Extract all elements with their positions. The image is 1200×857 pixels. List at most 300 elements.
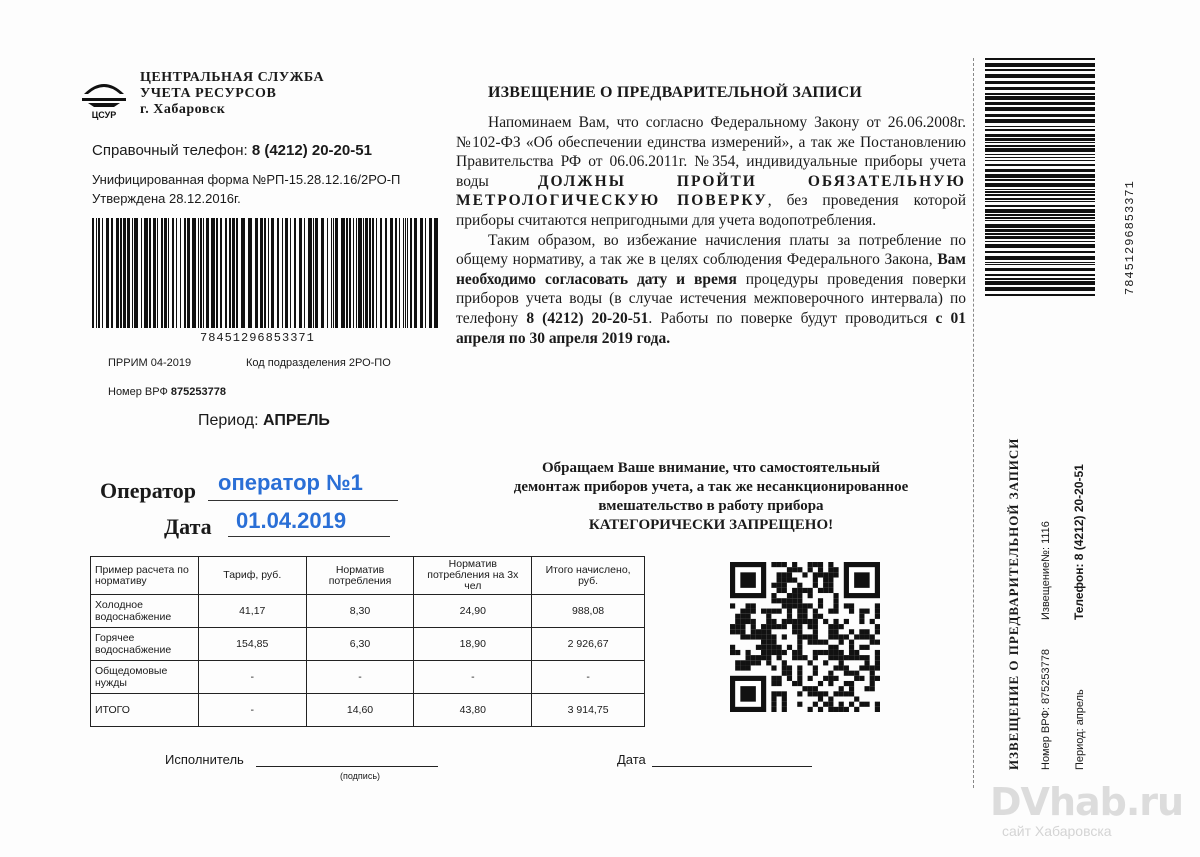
barcode-bar [198, 218, 199, 328]
table-cell: 154,85 [198, 628, 306, 661]
qr-module [859, 614, 864, 619]
qr-module [787, 609, 792, 614]
table-header: Тариф, руб. [198, 557, 306, 595]
qr-module [813, 634, 818, 639]
qr-module [823, 583, 828, 588]
qr-module [761, 624, 766, 629]
qr-module [761, 609, 766, 614]
date-value: 01.04.2019 [236, 508, 347, 533]
table-cell: Горячее водоснабжение [91, 628, 199, 661]
qr-module [735, 660, 740, 665]
qr-module [782, 650, 787, 655]
qr-module [787, 671, 792, 676]
barcode-bar [420, 218, 423, 328]
barcode-bar [985, 58, 1095, 60]
barcode-bar [985, 205, 1095, 207]
table-cell: Общедомовые нужды [91, 661, 199, 694]
table-row [91, 628, 645, 661]
qr-module [875, 609, 880, 614]
qr-module [818, 681, 823, 686]
qr-module [761, 629, 766, 634]
barcode-bar [985, 93, 1095, 95]
table-cell: - [306, 661, 414, 694]
barcode-bar [92, 218, 94, 328]
qr-module [787, 598, 792, 603]
qr-module [746, 614, 751, 619]
barcode-bar [985, 268, 1095, 271]
barcode-bar [985, 220, 1095, 221]
qr-module [787, 567, 792, 572]
qr-module [875, 655, 880, 660]
table-row [91, 694, 645, 727]
qr-module [740, 660, 745, 665]
qr-module [818, 588, 823, 593]
qr-module [797, 634, 802, 639]
barcode-bar [176, 218, 177, 328]
qr-module [813, 578, 818, 583]
vrf-number [108, 386, 226, 398]
qr-module [813, 655, 818, 660]
qr-module [875, 676, 880, 681]
watermark-sub: сайт Хабаровска [1002, 823, 1112, 839]
qr-module [828, 562, 833, 567]
barcode-bar [985, 87, 1095, 90]
barcode-bar [403, 218, 404, 328]
qr-code [730, 562, 880, 712]
qr-module [771, 583, 776, 588]
qr-module [833, 598, 838, 603]
qr-module [828, 578, 833, 583]
qr-module [802, 655, 807, 660]
barcode-bar [985, 145, 1095, 147]
qr-module [771, 681, 776, 686]
qr-module [777, 609, 782, 614]
qr-module [792, 567, 797, 572]
qr-module [808, 603, 813, 608]
qr-module [756, 645, 761, 650]
qr-module [854, 634, 859, 639]
qr-module [777, 676, 782, 681]
barcode-bar [211, 218, 215, 328]
warning-line-3: вмешательство в работу прибора [598, 498, 824, 514]
qr-module [808, 686, 813, 691]
qr-finder [740, 686, 756, 702]
qr-module [808, 691, 813, 696]
operator-line [208, 500, 398, 501]
qr-module [751, 629, 756, 634]
qr-module [751, 624, 756, 629]
qr-module [771, 676, 776, 681]
qr-module [844, 655, 849, 660]
qr-module [797, 655, 802, 660]
qr-module [849, 645, 854, 650]
barcode-bar [985, 164, 1095, 166]
qr-module [735, 614, 740, 619]
warning [456, 459, 966, 535]
qr-module [782, 691, 787, 696]
barcode-bar [168, 218, 169, 328]
qr-module [808, 562, 813, 567]
qr-module [875, 614, 880, 619]
barcode-bar [985, 160, 1095, 161]
qr-module [797, 588, 802, 593]
qr-module [746, 603, 751, 608]
qr-module [782, 583, 787, 588]
qr-module [859, 655, 864, 660]
qr-module [849, 650, 854, 655]
help-phone-number: 8 (4212) 20-20-51 [251, 142, 372, 159]
barcode-bar [985, 217, 1095, 219]
qr-module [771, 691, 776, 696]
barcode-bar [123, 218, 126, 328]
notice-caps: ДОЛЖНЫ ПРОЙТИ ОБЯЗАТЕЛЬНУЮ МЕТРОЛОГИЧЕСКУЮ ПОВЕРКУ [456, 172, 966, 210]
qr-module [813, 702, 818, 707]
qr-module [833, 624, 838, 629]
barcode-bar [985, 287, 1095, 291]
qr-module [777, 691, 782, 696]
form-number: Унифицированная форма №РП-15.28.12.16/2РО-П [92, 172, 401, 187]
table-header: Норматив потребления [306, 557, 414, 595]
qr-module [771, 707, 776, 712]
qr-module [854, 696, 859, 701]
qr-module [844, 681, 849, 686]
qr-module [823, 588, 828, 593]
barcode-bar [985, 294, 1095, 296]
barcode-bar [277, 218, 279, 328]
qr-module [870, 681, 875, 686]
table-cell: Холодное водоснабжение [91, 595, 199, 628]
barcode-bar [985, 69, 1095, 71]
barcode-bar [308, 218, 312, 328]
qr-module [797, 614, 802, 619]
qr-module [849, 640, 854, 645]
qr-module [802, 588, 807, 593]
barcode-bar [985, 126, 1095, 127]
qr-module [828, 583, 833, 588]
barcode-bar [285, 218, 288, 328]
qr-module [864, 660, 869, 665]
barcode-bar [229, 218, 231, 328]
qr-module [808, 567, 813, 572]
table-cell: 2 926,67 [532, 628, 645, 661]
barcode-bar [255, 218, 258, 328]
qr-module [740, 619, 745, 624]
qr-module [751, 609, 756, 614]
signature-date-line [652, 766, 812, 767]
table-cell: 3 914,75 [532, 694, 645, 727]
qr-module [854, 655, 859, 660]
barcode-bar [985, 244, 1095, 248]
qr-module [870, 634, 875, 639]
qr-module [818, 650, 823, 655]
qr-module [859, 665, 864, 670]
barcode-bar [132, 218, 133, 328]
barcode-bar [111, 218, 113, 328]
table-header: Пример расчета по нормативу [91, 557, 199, 595]
qr-module [802, 609, 807, 614]
qr-module [797, 629, 802, 634]
qr-module [787, 593, 792, 598]
table-cell: - [532, 661, 645, 694]
qr-finder [740, 572, 756, 588]
qr-module [787, 619, 792, 624]
barcode-bar [985, 209, 1095, 213]
qr-module [875, 629, 880, 634]
qr-module [854, 676, 859, 681]
qr-module [766, 655, 771, 660]
qr-module [792, 624, 797, 629]
qr-module [823, 691, 828, 696]
qr-module [782, 671, 787, 676]
barcode-bar [985, 96, 1095, 100]
qr-module [797, 567, 802, 572]
qr-module [839, 665, 844, 670]
table-cell: 43,80 [414, 694, 532, 727]
qr-module [875, 603, 880, 608]
warning-line-4: КАТЕГОРИЧЕСКИ ЗАПРЕЩЕНО! [588, 517, 834, 533]
qr-module [797, 640, 802, 645]
barcode-bar [260, 218, 263, 328]
qr-module [828, 696, 833, 701]
barcode-bar [380, 218, 382, 328]
qr-module [740, 634, 745, 639]
qr-module [828, 702, 833, 707]
qr-module [864, 665, 869, 670]
barcode-bar [985, 129, 1095, 131]
rate-table [90, 556, 645, 727]
qr-module [787, 676, 792, 681]
qr-module [813, 562, 818, 567]
barcode-bar [985, 198, 1095, 200]
notice-title: ИЗВЕЩЕНИЕ О ПРЕДВАРИТЕЛЬНОЙ ЗАПИСИ [488, 84, 863, 101]
qr-module [730, 650, 735, 655]
barcode-bar [356, 218, 357, 328]
stub-title: ИЗВЕЩЕНИЕ О ПРЕДВАРИТЕЛЬНОЙ ЗАПИСИ [1006, 437, 1021, 770]
barcode-bar [395, 218, 397, 328]
qr-module [797, 676, 802, 681]
qr-module [730, 629, 735, 634]
qr-module [746, 609, 751, 614]
qr-module [782, 707, 787, 712]
table-header-row [91, 557, 645, 595]
qr-module [823, 650, 828, 655]
qr-module [818, 598, 823, 603]
barcode-bar [116, 218, 119, 328]
qr-module [792, 578, 797, 583]
barcode-bar [96, 218, 97, 328]
qr-module [782, 696, 787, 701]
qr-module [864, 645, 869, 650]
csur-logo-icon [80, 72, 128, 120]
barcode-bar [102, 218, 103, 328]
qr-module [771, 593, 776, 598]
barcode-bar [985, 81, 1095, 84]
qr-module [756, 629, 761, 634]
qr-module [782, 624, 787, 629]
qr-module [859, 619, 864, 624]
logo-text: ЦСУР [91, 110, 117, 120]
qr-module [792, 619, 797, 624]
qr-module [740, 629, 745, 634]
qr-module [875, 707, 880, 712]
table-cell: 6,30 [306, 628, 414, 661]
barcode-bar [157, 218, 158, 328]
qr-module [828, 655, 833, 660]
qr-module [782, 660, 787, 665]
qr-module [864, 609, 869, 614]
qr-module [808, 660, 813, 665]
qr-module [797, 624, 802, 629]
barcode-bar [372, 218, 374, 328]
barcode-bar [985, 233, 1095, 235]
operator-label: Оператор [100, 478, 196, 503]
qr-module [823, 676, 828, 681]
qr-module [813, 686, 818, 691]
qr-module [813, 629, 818, 634]
qr-module [828, 609, 833, 614]
barcode-bar [985, 241, 1095, 242]
barcode-bar [985, 114, 1095, 117]
barcode-bar [120, 218, 122, 328]
qr-module [875, 702, 880, 707]
qr-module [839, 707, 844, 712]
qr-module [777, 572, 782, 577]
qr-module [771, 562, 776, 567]
barcode-bar [985, 224, 1095, 228]
barcode-bar [180, 218, 181, 328]
barcode-bar [164, 218, 167, 328]
qr-module [828, 572, 833, 577]
qr-module [823, 702, 828, 707]
qr-module [833, 572, 838, 577]
qr-module [833, 634, 838, 639]
qr-module [777, 562, 782, 567]
qr-module [797, 583, 802, 588]
qr-module [808, 676, 813, 681]
qr-module [746, 660, 751, 665]
qr-module [870, 619, 875, 624]
qr-module [833, 629, 838, 634]
stub-barcode [985, 58, 1095, 298]
qr-module [751, 603, 756, 608]
notice-phone: 8 (4212) 20-20-51 [526, 309, 649, 327]
qr-module [813, 665, 818, 670]
qr-module [844, 691, 849, 696]
qr-module [813, 691, 818, 696]
barcode-bar [985, 107, 1095, 111]
qr-module [792, 681, 797, 686]
qr-module [839, 650, 844, 655]
qr-module [875, 660, 880, 665]
prrim-code: ПРРИМ 04-2019 [108, 357, 192, 369]
table-cell: 14,60 [306, 694, 414, 727]
qr-module [864, 634, 869, 639]
qr-module [792, 562, 797, 567]
barcode-bar [335, 218, 338, 328]
qr-module [859, 609, 864, 614]
qr-module [735, 624, 740, 629]
barcode-bar [144, 218, 148, 328]
barcode-bar [985, 169, 1095, 172]
barcode-bar [236, 218, 238, 328]
qr-module [777, 645, 782, 650]
barcode-bar [985, 189, 1095, 190]
qr-module [777, 598, 782, 603]
qr-module [777, 624, 782, 629]
qr-module [859, 645, 864, 650]
barcode-number: 78451296853371 [200, 331, 315, 345]
qr-module [751, 655, 756, 660]
qr-module [792, 588, 797, 593]
qr-module [839, 655, 844, 660]
qr-module [782, 665, 787, 670]
qr-module [802, 686, 807, 691]
barcode-bar [232, 218, 235, 328]
qr-module [777, 583, 782, 588]
barcode-bar [127, 218, 130, 328]
table-cell: 18,90 [414, 628, 532, 661]
barcode-bar [225, 218, 227, 328]
qr-module [833, 603, 838, 608]
stub-barcode-number: 78451296853371 [1123, 180, 1137, 295]
org-name [140, 70, 324, 118]
qr-module [797, 645, 802, 650]
qr-module [766, 660, 771, 665]
qr-module [808, 593, 813, 598]
qr-module [828, 681, 833, 686]
barcode-bar [206, 218, 209, 328]
qr-module [746, 650, 751, 655]
signature-date-label: Дата [617, 752, 646, 767]
qr-module [875, 650, 880, 655]
barcode-bar [161, 218, 163, 328]
qr-module [839, 660, 844, 665]
barcode-bar [407, 218, 408, 328]
qr-module [849, 655, 854, 660]
barcode-bar [985, 154, 1095, 155]
qr-module [875, 665, 880, 670]
qr-module [797, 665, 802, 670]
barcode-bar [434, 218, 438, 328]
date-line [228, 536, 390, 537]
barcode-bar [985, 102, 1095, 105]
qr-module [875, 640, 880, 645]
barcode-bar [184, 218, 186, 328]
barcode-bar [425, 218, 426, 328]
barcode-bar [985, 134, 1095, 137]
barcode-bar [365, 218, 368, 328]
qr-module [782, 619, 787, 624]
barcode-bar [192, 218, 196, 328]
barcode-bar [399, 218, 400, 328]
barcode-bar [98, 218, 100, 328]
barcode-bar [153, 218, 156, 328]
qr-module [875, 624, 880, 629]
qr-module [808, 619, 813, 624]
qr-module [797, 593, 802, 598]
barcode-bar [985, 262, 1095, 263]
warning-line-2: демонтаж приборов учета, а так же несанкционированное [513, 479, 909, 495]
qr-module [813, 609, 818, 614]
qr-module [859, 634, 864, 639]
table-cell: - [198, 661, 306, 694]
qr-module [849, 691, 854, 696]
qr-module [818, 614, 823, 619]
qr-module [771, 624, 776, 629]
qr-module [839, 640, 844, 645]
qr-module [870, 640, 875, 645]
notice-paragraph-2: Таким образом, во избежание начисления платы за потребление по общему нормативу, а так же в целях соблюдения Федерального Закона, Вам необходимо согласовать дату и время процедуры проведения поверки приборов учета воды (в случае истечения межповерочного интервала) по телефону 8 (4212) 20-20-51. Работы по поверке будут проводиться с 01 апреля по 30 апреля 2019 года. [456, 231, 966, 347]
